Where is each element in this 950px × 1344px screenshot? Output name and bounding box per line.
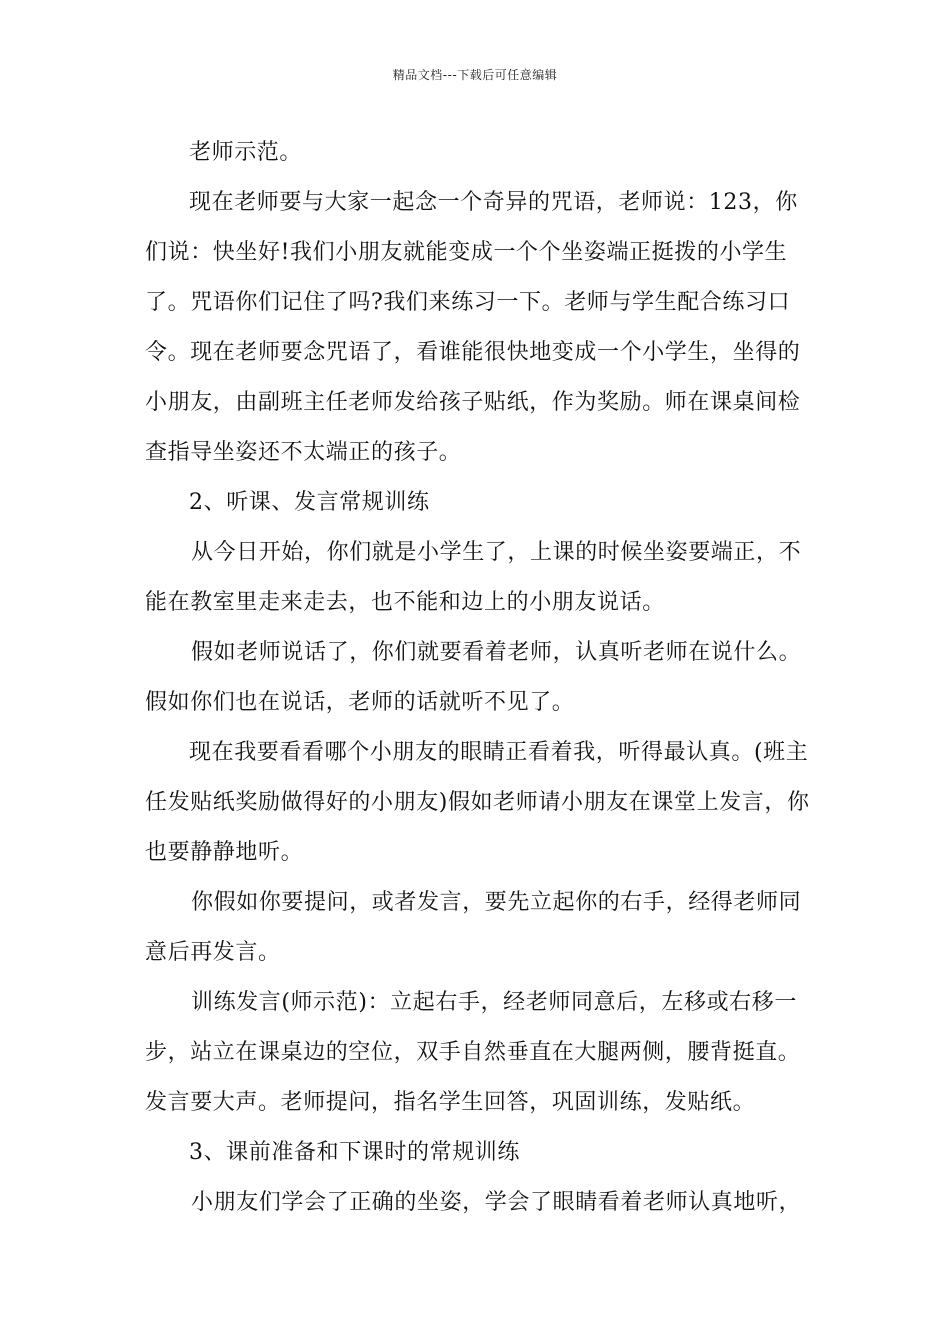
section-heading-class-prep: 3、课前准备和下课时的常规训练: [189, 1140, 520, 1165]
paragraph-teacher-talking: 假如老师说话了，你们就要看着老师，认真听老师在说什么。假如你们也在说话，老师的话就听不见了。: [145, 640, 802, 715]
paragraph-speaking-training: 训练发言(师示范)：立起右手，经老师同意后，左移或右移一步，站立在课桌边的空位，双手自然垂直在大腿两侧，腰背挺直。发言要大声。老师提问，指名学生回答，巩固训练，发贴纸。: [145, 990, 801, 1115]
paragraph-learned-posture: 小朋友们学会了正确的坐姿，学会了眼睛看着老师认真地听，: [191, 1190, 802, 1215]
paragraph-from-today: 从今日开始，你们就是小学生了，上课的时候坐姿要端正，不能在教室里走来走去，也不能和边上的小朋友说话。: [145, 540, 802, 615]
paragraph-eyes-on-me: 现在我要看看哪个小朋友的眼睛正看着我，听得最认真。(班主任发贴纸奖励做得好的小朋友)假如老师请小朋友在课堂上发言，你也要静静地听。: [145, 740, 810, 865]
document-body: [145, 128, 815, 1228]
paragraph-teacher-demo: 老师示范。: [189, 140, 303, 165]
paragraph-magic-spell: 现在老师要与大家一起念一个奇异的咒语，老师说：123，你们说：快坐好!我们小朋友就能变成一个个坐姿端正挺拨的小学生了。咒语你们记住了吗?我们来练习一下。老师与学生配合练习口令。现在老师要念咒语了，看谁能很快地变成一个小学生，坐得的小朋友，由副班主任老师发给孩子贴纸，作为奖励。师在课桌间检查指导坐姿还不太端正的孩子。: [145, 190, 801, 465]
section-heading-listening-speaking: 2、听课、发言常规训练: [189, 490, 430, 515]
paragraph-raise-hand: 你假如你要提问，或者发言，要先立起你的右手，经得老师同意后再发言。: [145, 890, 802, 965]
page-header: 精品文档---下载后可任意编辑: [392, 68, 558, 82]
